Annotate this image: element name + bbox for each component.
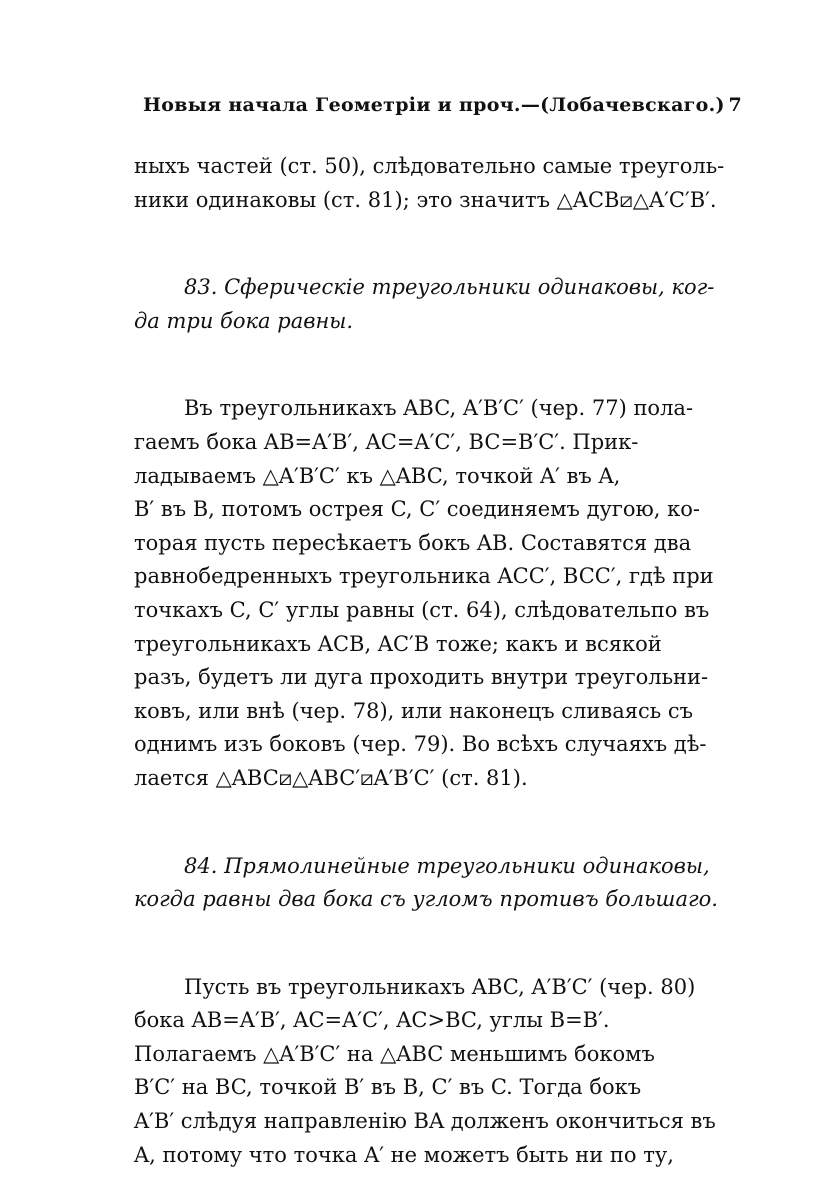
text-line: торая пусть пересѣкаетъ бокъ AB. Составятся два	[134, 530, 692, 555]
header-title: Новыя начала Геометріи и проч.—(Лобачевскаго.)	[143, 94, 725, 116]
text-line: Полагаемъ △A′B′C′ на △ABC меньшимъ бокомъ	[134, 1041, 655, 1066]
text-line: разъ, будетъ ли дуга проходить внутри треугольни-	[134, 665, 709, 690]
heading-line: 83. Сферическіе треугольники одинаковы, ког-	[184, 275, 715, 300]
section-83-heading	[134, 271, 741, 338]
paragraph-continuation	[134, 150, 741, 217]
text-line: треугольникахъ ACB, AC′B тоже; какъ и всякой	[134, 631, 662, 656]
section-84-heading	[134, 850, 741, 917]
text-line: ладываемъ △A′B′C′ къ △ABC, точкой A′ въ A,	[134, 463, 621, 488]
text-line: лается △ABC⧄△ABC′⧄A′B′C′ (ст. 81).	[134, 765, 528, 790]
text-line: однимъ изъ боковъ (чер. 79). Во всѣхъ случаяхъ дѣ-	[134, 732, 707, 757]
page-number: 7	[728, 94, 742, 116]
text-line: гаемъ бока AB=A′B′, AC=A′C′, BC=B′C′. Прик-	[134, 429, 639, 454]
heading-line: когда равны два бока съ угломъ противъ большаго.	[134, 887, 718, 912]
text-line: ники одинаковы (ст. 81); это значитъ △ACB⧄△A′C′B′.	[134, 187, 717, 212]
body-text	[134, 150, 741, 1172]
heading-line: да три бока равны.	[134, 308, 354, 333]
text-line: бока AB=A′B′, AC=A′C′, AC>BC, углы B=B′.	[134, 1008, 610, 1033]
text-line: ныхъ частей (ст. 50), слѣдовательно самые треуголь-	[134, 154, 725, 178]
text-line: равнобедренныхъ треугольника ACC′, BCC′, гдѣ при	[134, 564, 714, 589]
text-line: Въ треугольникахъ ABC, A′B′C′ (чер. 77) пола-	[184, 396, 694, 421]
text-line: Пусть въ треугольникахъ ABC, A′B′C′ (чер. 80)	[184, 974, 696, 999]
section-84-body	[134, 971, 741, 1173]
text-line: A′B′ слѣдуя направленію BA долженъ окончиться въ	[134, 1109, 716, 1134]
text-line: точкахъ C, C′ углы равны (ст. 64), слѣдовательпо въ	[134, 597, 710, 622]
section-83-body	[134, 392, 741, 795]
running-header	[143, 94, 742, 116]
text-line: B′ въ B, потомъ острея C, C′ соединяемъ дугою, ко-	[134, 497, 701, 522]
heading-line: 84. Прямолинейные треугольники одинаковы,	[184, 853, 710, 878]
text-line: ковъ, или внѣ (чер. 78), или наконецъ сливаясь съ	[134, 698, 693, 723]
text-line: A, потому что точка A′ не можетъ быть ни по ту,	[134, 1142, 674, 1167]
text-line: B′C′ на BC, точкой B′ въ B, C′ въ C. Тогда бокъ	[134, 1075, 642, 1100]
